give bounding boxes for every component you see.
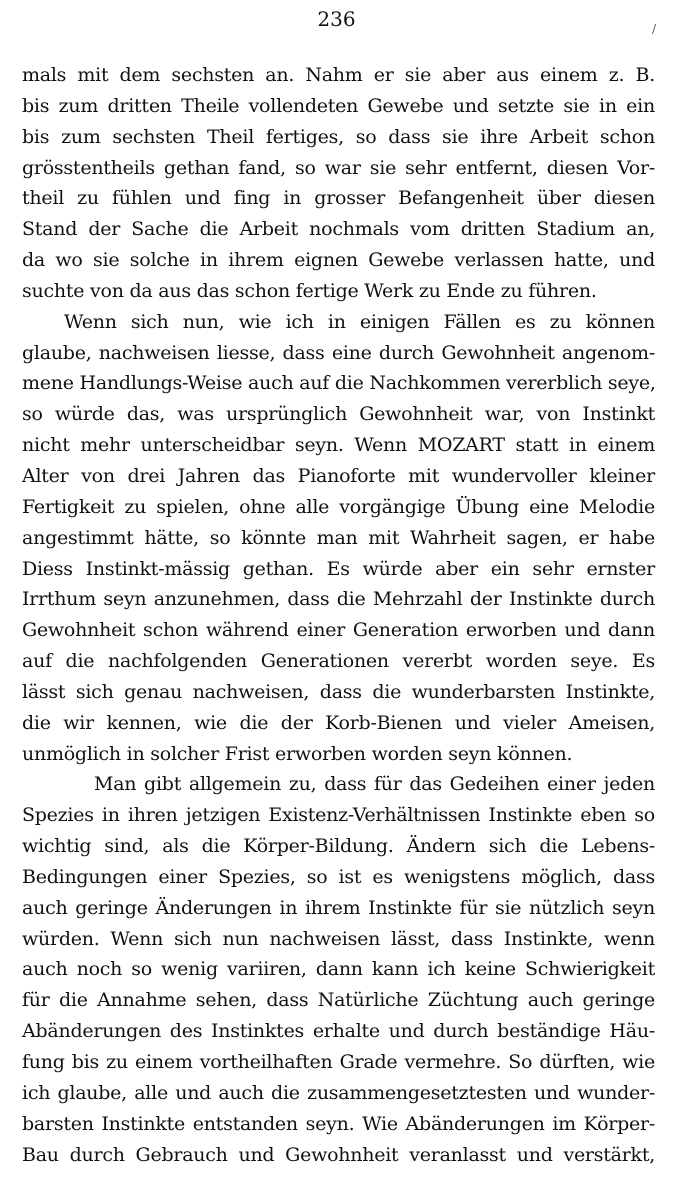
text-line: Spezies in ihren jetzigen Existenz-Verhältnissen Instinkte eben so (22, 804, 655, 827)
text-line: würden. Wenn sich nun nachweisen lässt, dass Instinkte, wenn (22, 927, 655, 950)
text-line: bis zum sechsten Theil fertiges, so dass sie ihre Arbeit schon (22, 125, 655, 148)
text-line: Diess Instinkt-mässig gethan. Es würde aber ein sehr ernster (22, 557, 655, 580)
text-line: die wir kennen, wie die der Korb-Bienen und vieler Ameisen, (22, 711, 655, 734)
corner-mark: / (652, 22, 657, 36)
text-line: auch geringe Änderungen in ihrem Instinkte für sie nützlich seyn (22, 896, 655, 919)
text-line: Bedingungen einer Spezies, so ist es wenigstens möglich, dass (22, 865, 655, 888)
text-line: Fertigkeit zu spielen, ohne alle vorgängige Übung eine Melodie (22, 495, 655, 518)
paragraph-start-line: Man gibt allgemein zu, dass für das Gedeihen einer jeden (94, 773, 655, 796)
text-line: unmöglich in solcher Frist erworben worden seyn können. (22, 742, 573, 765)
text-line: bis zum dritten Theile vollendeten Gewebe und setzte sie in ein (22, 94, 655, 117)
body-text (22, 60, 655, 1170)
text-line: für die Annahme sehen, dass Natürliche Züchtung auch geringe (22, 989, 655, 1012)
text-line: grösstentheils gethan fand, so war sie sehr entfernt, diesen Vor- (22, 156, 655, 179)
text-line: auch noch so wenig variiren, dann kann ich keine Schwierigkeit (22, 958, 655, 981)
text-line: lässt sich genau nachweisen, dass die wunderbarsten Instinkte, (22, 680, 655, 703)
text-line: mals mit dem sechsten an. Nahm er sie aber aus einem z. B. (22, 64, 655, 86)
text-line: da wo sie solche in ihrem eignen Gewebe verlassen hatte, und (22, 249, 655, 272)
text-line: angestimmt hätte, so könnte man mit Wahrheit sagen, er habe (22, 526, 655, 549)
text-line: barsten Instinkte entstanden seyn. Wie Abänderungen im Körper- (22, 1112, 655, 1135)
text-line: mene Handlungs-Weise auch auf die Nachkommen vererblich seye, (22, 372, 656, 395)
text-line: glaube, nachweisen liesse, dass eine durch Gewohnheit angenom- (22, 341, 655, 364)
text-line: Alter von drei Jahren das Pianoforte mit wundervoller kleiner (22, 464, 655, 487)
text-line: nicht mehr unterscheidbar seyn. Wenn MOZART statt in einem (22, 434, 655, 457)
text-line: Abänderungen des Instinktes erhalte und durch beständige Häu- (22, 1020, 655, 1043)
text-line: Stand der Sache die Arbeit nochmals vom dritten Stadium an, (22, 218, 655, 241)
text-line: fung bis zu einem vortheilhaften Grade vermehre. So dürften, wie (22, 1051, 655, 1073)
text-line: suchte von da aus das schon fertige Werk zu Ende zu führen. (22, 279, 597, 302)
text-line: theil zu fühlen und fing in grosser Befangenheit über diesen (22, 187, 655, 210)
text-line: auf die nachfolgenden Generationen vererbt worden seye. Es (22, 650, 655, 673)
paragraph-start-line: Wenn sich nun, wie ich in einigen Fällen es zu können (64, 310, 655, 333)
text-line: Gewohnheit schon während einer Generation erworben und dann (22, 619, 655, 642)
text-line: ich glaube, alle und auch die zusammengesetztesten und wunder- (22, 1081, 655, 1104)
text-line: Irrthum seyn anzunehmen, dass die Mehrzahl der Instinkte durch (22, 588, 655, 611)
text-line: so würde das, was ursprünglich Gewohnheit war, von Instinkt (22, 403, 655, 426)
text-line: Bau durch Gebrauch und Gewohnheit veranlasst und verstärkt, (22, 1143, 655, 1166)
text-line: wichtig sind, als die Körper-Bildung. Ändern sich die Lebens- (22, 835, 655, 858)
page-number: 236 (317, 7, 356, 31)
